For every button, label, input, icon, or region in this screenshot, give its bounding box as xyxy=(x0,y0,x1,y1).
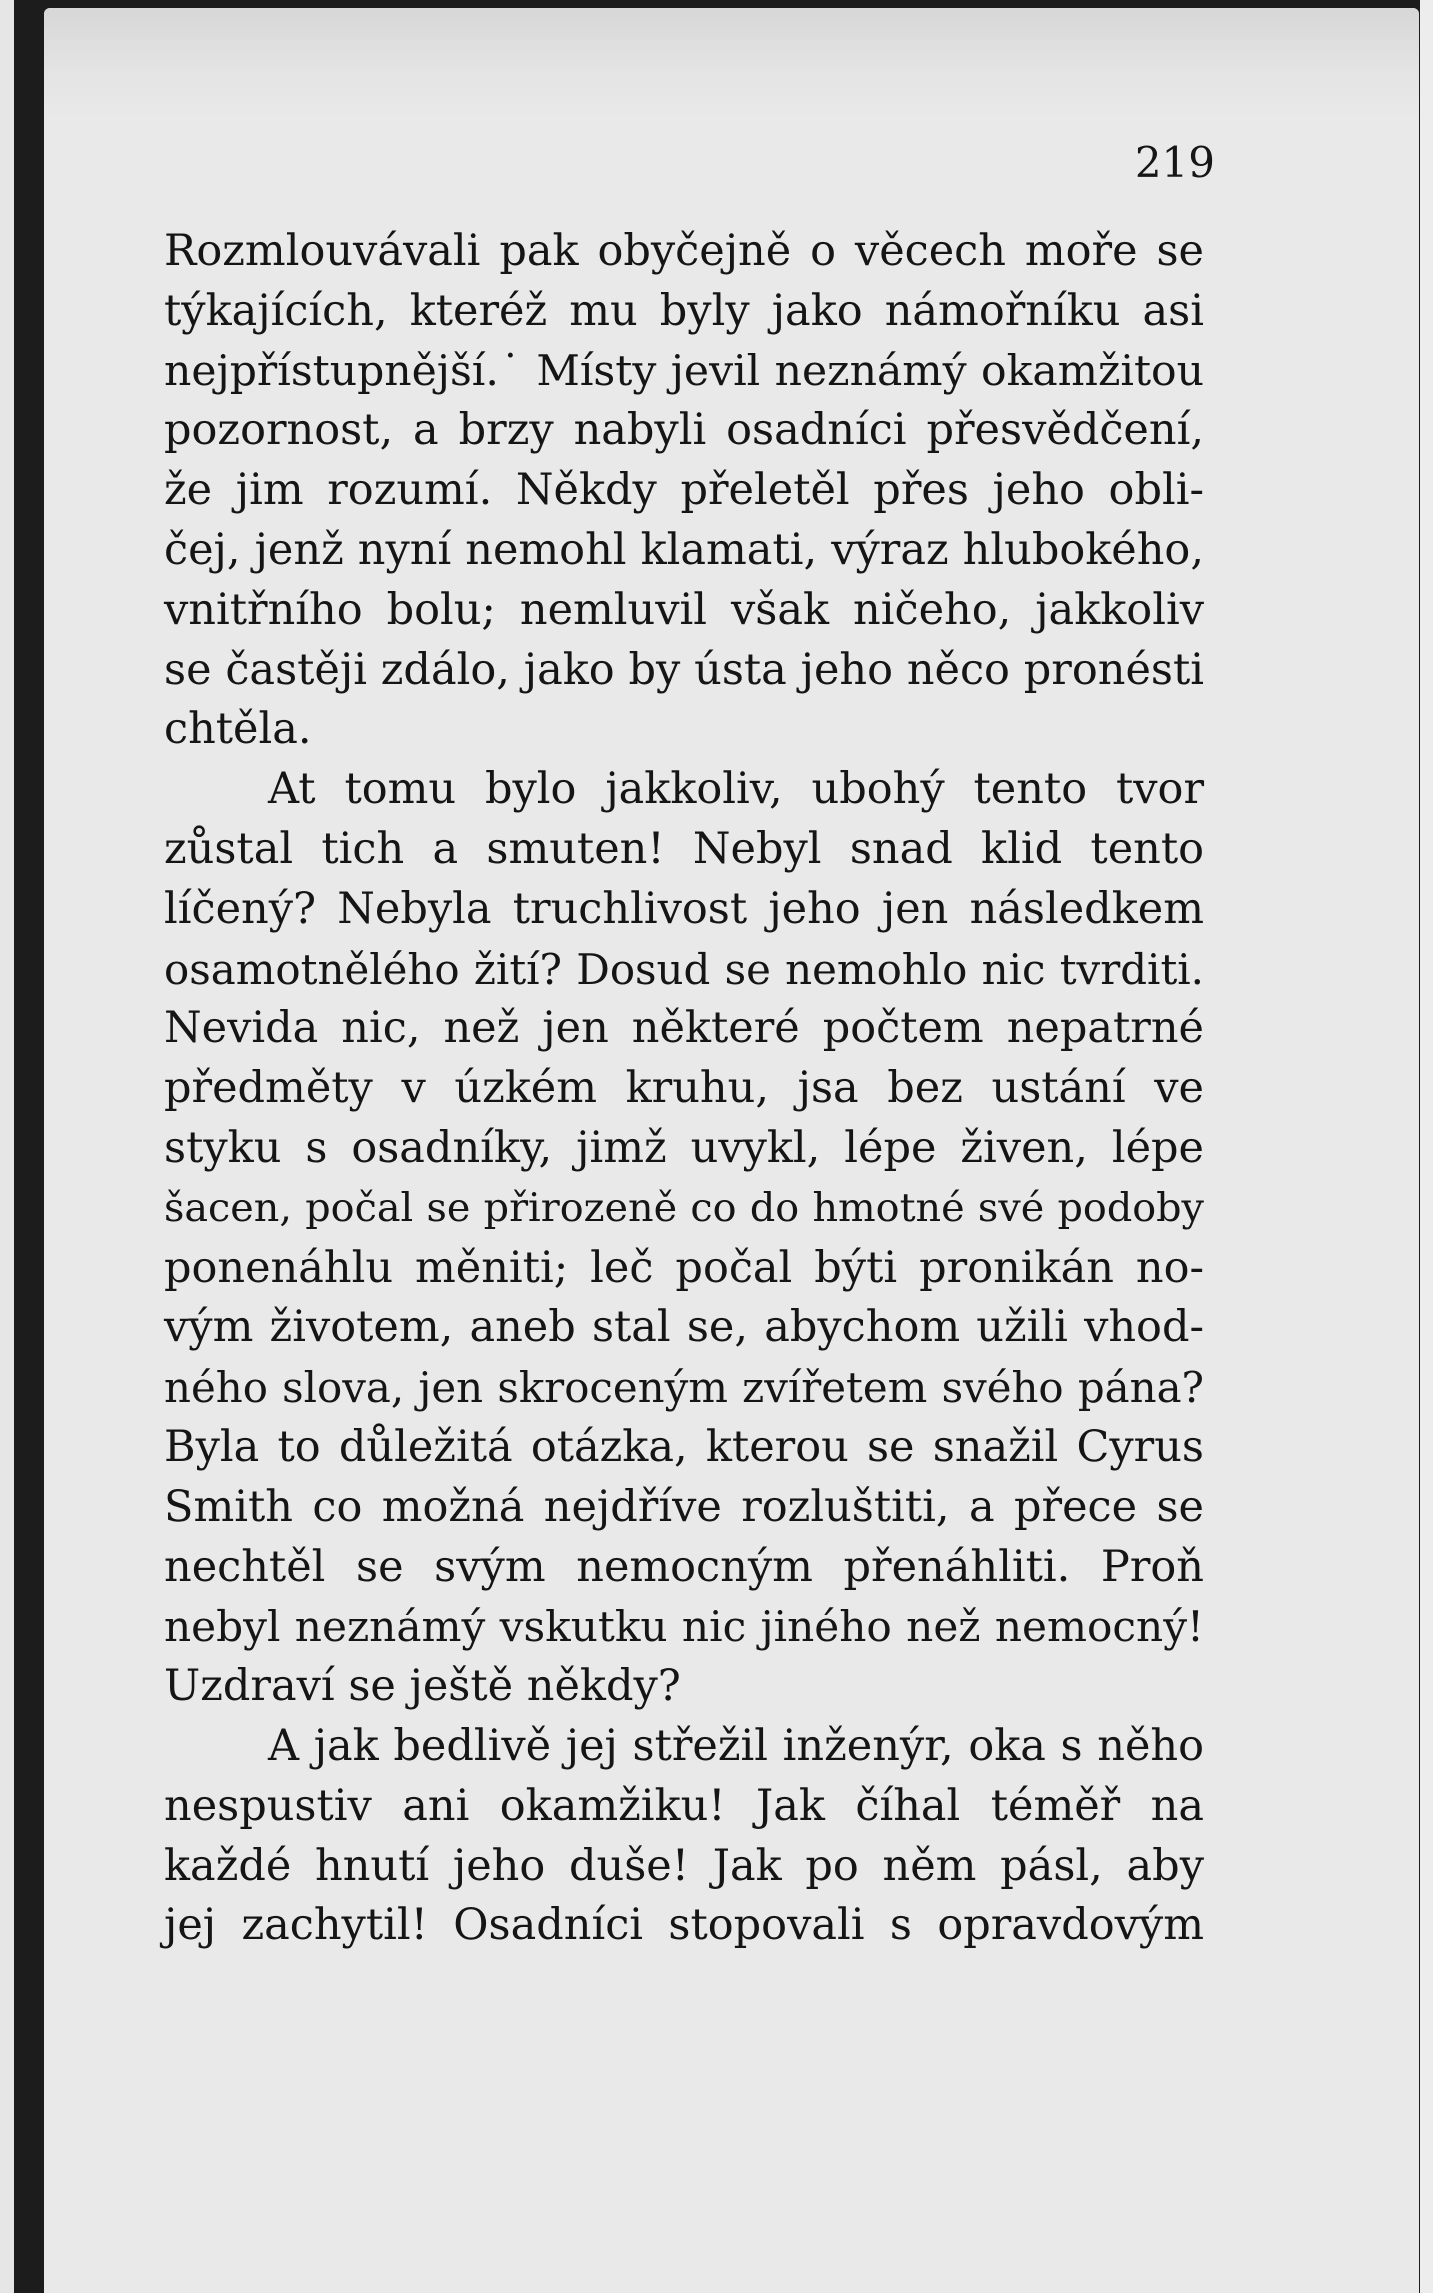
body-text xyxy=(164,222,1204,1956)
text-line: Rozmlouvávali pak obyčejně o věcech moře se xyxy=(164,226,1204,276)
text-line: týkajících, kteréž mu byly jako námořníku asi xyxy=(164,285,1204,336)
text-line: nespustiv ani okamžiku! Jak číhal téměř na xyxy=(164,1780,1204,1831)
text-line: Byla to důležitá otázka, kterou se snažil Cyrus xyxy=(164,1421,1204,1472)
text-line: A jak bedlivě jej střežil inženýr, oka s něho xyxy=(268,1720,1204,1771)
text-line: že jim rozumí. Někdy přeletěl přes jeho obli- xyxy=(164,465,1204,516)
text-line: vým životem, aneb stal se, abychom užili vhod- xyxy=(164,1302,1204,1353)
text-line: vnitřního bolu; nemluvil však ničeho, jakkoliv xyxy=(164,584,1204,635)
page-top-wear xyxy=(44,8,1419,118)
text-line: jej zachytil! Osadníci stopovali s opravdovým xyxy=(164,1900,1204,1951)
text-line: Nevida nic, než jen některé počtem nepatrné xyxy=(164,1003,1204,1054)
text-line: nejpřístupnější.˙ Místy jevil neznámý okamžitou xyxy=(164,346,1204,396)
text-line: Uzdraví se ještě někdy? xyxy=(164,1661,681,1712)
text-line: ného slova, jen skroceným zvířetem svého pána? xyxy=(164,1363,1204,1413)
text-line: chtěla. xyxy=(164,704,312,755)
text-line: nechtěl se svým nemocným přenáhliti. Proň xyxy=(164,1541,1204,1592)
adjacent-page-edge xyxy=(0,0,14,2293)
text-line: pozornost, a brzy nabyli osadníci přesvědčení, xyxy=(164,405,1204,456)
scan-border xyxy=(1420,0,1433,2293)
text-line: líčený? Nebyla truchlivost jeho jen následkem xyxy=(164,883,1204,934)
text-line: At tomu bylo jakkoliv, ubohý tento tvor xyxy=(268,764,1204,815)
text-line: styku s osadníky, jimž uvykl, lépe živen, lépe xyxy=(164,1122,1204,1173)
text-line: se častěji zdálo, jako by ústa jeho něco pronésti xyxy=(164,644,1204,695)
text-line: čej, jenž nyní nemohl klamati, výraz hlubokého, xyxy=(164,524,1204,575)
text-line: osamotnělého žití? Dosud se nemohlo nic tvrditi. xyxy=(164,944,1204,994)
text-line: předměty v úzkém kruhu, jsa bez ustání ve xyxy=(164,1063,1204,1114)
text-line: nebyl neznámý vskutku nic jiného než nemocný! xyxy=(164,1602,1204,1652)
text-line: ponenáhlu měniti; leč počal býti pronikán no- xyxy=(164,1242,1204,1293)
text-line: šacen, počal se přirozeně co do hmotné své podoby xyxy=(164,1184,1204,1231)
text-line: Smith co možná nejdříve rozluštiti, a přece se xyxy=(164,1481,1204,1532)
text-line: zůstal tich a smuten! Nebyl snad klid tento xyxy=(164,823,1204,874)
page-number: 219 xyxy=(1134,138,1215,187)
text-line: každé hnutí jeho duše! Jak po něm pásl, aby xyxy=(164,1840,1204,1891)
